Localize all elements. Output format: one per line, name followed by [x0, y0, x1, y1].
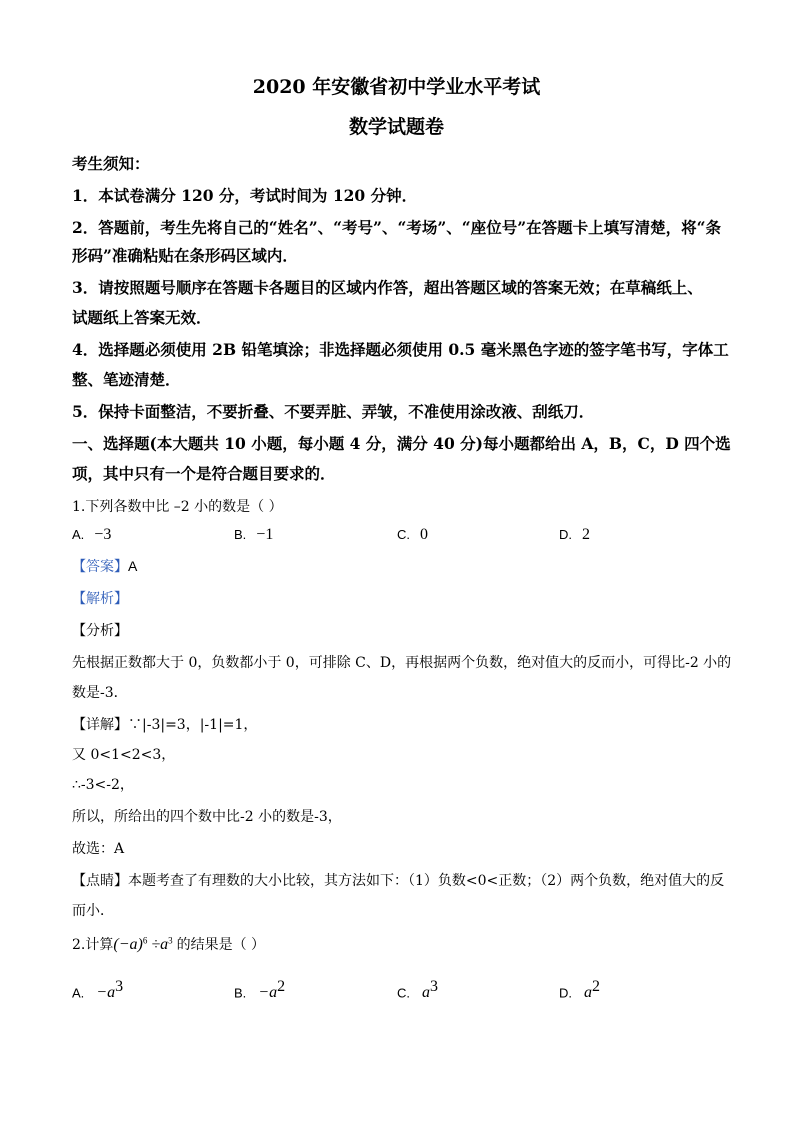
q2-option-a	[72, 978, 123, 1002]
q1-answer	[72, 556, 137, 576]
option-value: a	[422, 984, 430, 1002]
question-1-stem: 1.下列各数中比 –2 小的数是（ ）	[72, 499, 283, 515]
notice-line: 试题纸上答案无效．	[72, 308, 212, 327]
point-text-cont: 而小．	[72, 903, 114, 919]
q2-suffix: 的结果是（ ）	[176, 937, 266, 953]
fenxi-text: 先根据正数都大于 0，负数都小于 0，可排除 C、D，再根据两个负数，绝对值大的反而小，可得比-2 小的	[72, 655, 732, 671]
section-heading: 一、选择题(本大题共 10 小题，每小题 4 分，满分 40 分)每小题都给出 A，B，C，D 四个选	[72, 434, 731, 453]
fenxi-tag: 【分析】	[72, 623, 128, 639]
fenxi-text-cont: 数是-3．	[72, 685, 128, 701]
notice-line: 整、笔迹清楚．	[72, 370, 181, 389]
notice-line: 4．选择题必须使用 2B 铅笔填涂；非选择题必须使用 0.5 毫米黑色字迹的签字笔书写，字体工	[72, 340, 729, 359]
q1-option-b	[234, 524, 273, 544]
option-letter: A.	[72, 527, 85, 542]
option-letter: D.	[559, 985, 572, 1001]
question-2-stem	[72, 934, 265, 954]
option-letter: C.	[397, 527, 410, 542]
q2-option-d	[559, 978, 600, 1002]
option-value: 0	[420, 526, 428, 543]
analysis-tag: 【解析】	[72, 591, 128, 607]
option-value: −1	[256, 526, 274, 543]
exam-subtitle: 数学试题卷	[348, 116, 444, 138]
option-exp: 2	[592, 978, 600, 995]
notice-line: 1．本试卷满分 120 分，考试时间为 120 分钟．	[72, 186, 418, 205]
option-letter: C.	[397, 985, 410, 1001]
answer-value: A	[128, 558, 138, 574]
detail-line: 又 0<1<2<3，	[72, 747, 176, 763]
notice-line: 形码”准确粘贴在条形码区域内．	[72, 246, 298, 265]
q2-option-c	[397, 978, 438, 1002]
q2-expr-base: (−a)	[113, 936, 143, 953]
q2-expr-div-exp: 3	[168, 935, 173, 946]
section-heading-cont: 项，其中只有一个是符合题目要求的．	[72, 464, 336, 483]
answer-tag: 【答案】	[72, 559, 128, 575]
option-letter: A.	[72, 985, 85, 1001]
q1-option-a	[72, 524, 111, 544]
option-exp: 3	[115, 978, 124, 995]
option-value: a	[584, 984, 592, 1002]
detail-line: ∴-3<-2，	[72, 777, 134, 793]
detail-line: 故选：A	[72, 841, 125, 857]
exam-title: 2020 年安徽省初中学业水平考试	[252, 76, 541, 98]
option-exp: 2	[277, 978, 286, 995]
notice-line: 5．保持卡面整洁，不要折叠、不要弄脏、弄皱，不准使用涂改液、刮纸刀．	[72, 402, 595, 421]
option-letter: B.	[234, 527, 247, 542]
q2-option-b	[234, 978, 285, 1002]
option-value: −a	[96, 984, 116, 1002]
detail-line: 【详解】∵|-3|=3，|-1|=1，	[72, 717, 258, 733]
option-value: 2	[582, 526, 590, 543]
option-exp: 3	[430, 978, 438, 995]
q2-expr-div: ÷a	[151, 936, 169, 953]
point-text: 【点睛】本题考查了有理数的大小比较，其方法如下：（1）负数<0<正数；（2）两个负数，绝对值大的反	[72, 873, 725, 889]
option-letter: D.	[559, 527, 572, 542]
notice-line: 3．请按照题号顺序在答题卡各题目的区域内作答，超出答题区域的答案无效；在草稿纸上、	[72, 278, 703, 297]
q2-expr-exp: 6	[142, 935, 148, 946]
notice-line: 2．答题前，考生先将自己的“姓名”、“考号”、“考场”、“座位号”在答题卡上填写清楚，将“条	[72, 218, 722, 237]
option-value: −a	[258, 984, 278, 1002]
q1-option-c	[397, 524, 428, 544]
option-letter: B.	[234, 985, 247, 1001]
option-value: −3	[94, 526, 112, 543]
q1-option-d	[559, 524, 590, 544]
notice-heading: 考生须知：	[72, 154, 150, 173]
detail-line: 所以，所给出的四个数中比-2 小的数是-3，	[72, 809, 342, 825]
q2-prefix: 2.计算	[72, 937, 114, 953]
